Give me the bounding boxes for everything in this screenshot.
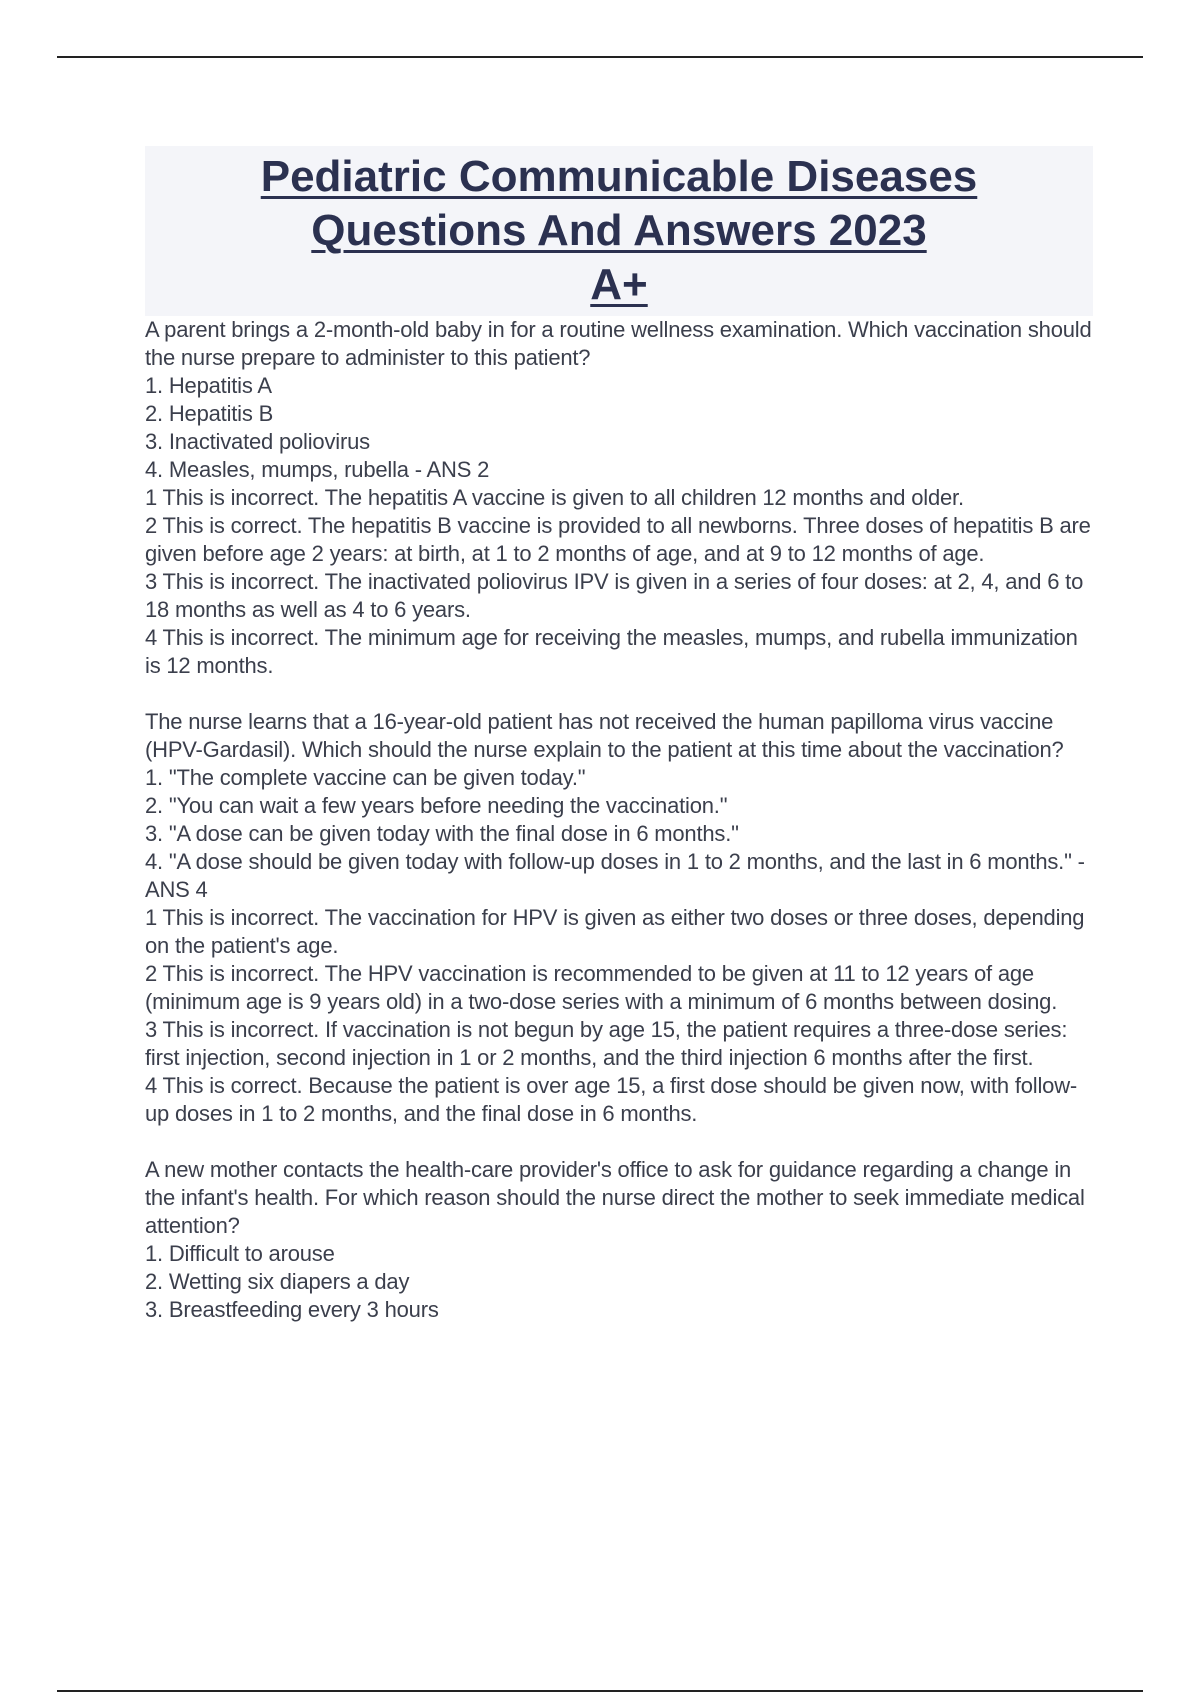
question-block-1: [145, 316, 1093, 680]
question-block-2: [145, 708, 1093, 1128]
answer-option: 1. "The complete vaccine can be given today.": [145, 765, 586, 790]
rationale: 2 This is correct. The hepatitis B vaccine is provided to all newborns. Three doses of hepatitis B are given before age 2 years: at birth, at 1 to 2 months of age, and at 9 to 12 months of age.: [145, 513, 1091, 566]
answer-option: 2. Hepatitis B: [145, 401, 274, 426]
rationale: 4 This is correct. Because the patient is over age 15, a first dose should be given now, with follow-up doses in 1 to 2 months, and the final dose in 6 months.: [145, 1073, 1078, 1126]
answer-option: 4. Measles, mumps, rubella - ANS 2: [145, 457, 490, 482]
question-block-3: [145, 1156, 1093, 1324]
rationale: 3 This is incorrect. The inactivated poliovirus IPV is given in a series of four doses: at 2, 4, and 6 to 18 months as well as 4 to 6 years.: [145, 569, 1084, 622]
document-page: [145, 146, 1093, 1352]
rationale: 4 This is incorrect. The minimum age for receiving the measles, mumps, and rubella immunization is 12 months.: [145, 625, 1078, 678]
title-line-1: Pediatric Communicable Diseases: [260, 152, 978, 201]
answer-option: 3. Inactivated poliovirus: [145, 429, 370, 454]
answer-option: 3. "A dose can be given today with the final dose in 6 months.": [145, 821, 739, 846]
rationale: 2 This is incorrect. The HPV vaccination is recommended to be given at 11 to 12 years of age (minimum age is 9 years old) in a two-dose series with a minimum of 6 months between dosing.: [145, 961, 1058, 1014]
document-body: [145, 316, 1093, 1324]
question-stem: A parent brings a 2-month-old baby in for a routine wellness examination. Which vaccination should the nurse prepare to administer to this patient?: [145, 317, 1092, 370]
answer-option: 4. "A dose should be given today with follow-up doses in 1 to 2 months, and the last in 6 months." - ANS 4: [145, 849, 1085, 902]
answer-option: 2. Wetting six diapers a day: [145, 1269, 410, 1294]
answer-option: 3. Breastfeeding every 3 hours: [145, 1297, 439, 1322]
rationale: 3 This is incorrect. If vaccination is not begun by age 15, the patient requires a three-dose series: first injection, second injection in 1 or 2 months, and the third injection 6 months after the first.: [145, 1017, 1068, 1070]
document-title: [145, 146, 1093, 316]
answer-option: 1. Difficult to arouse: [145, 1241, 335, 1266]
top-rule: [57, 56, 1143, 58]
rationale: 1 This is incorrect. The hepatitis A vaccine is given to all children 12 months and older.: [145, 485, 964, 510]
question-stem: A new mother contacts the health-care provider's office to ask for guidance regarding a change in the infant's health. For which reason should the nurse direct the mother to seek immediate medical attention?: [145, 1157, 1085, 1238]
bottom-rule: [57, 1690, 1143, 1692]
title-line-2: Questions And Answers 2023: [311, 206, 927, 255]
answer-option: 1. Hepatitis A: [145, 373, 272, 398]
title-line-3: A+: [590, 260, 648, 309]
answer-option: 2. "You can wait a few years before needing the vaccination.": [145, 793, 728, 818]
question-stem: The nurse learns that a 16-year-old patient has not received the human papilloma virus vaccine (HPV-Gardasil). Which should the nurse explain to the patient at this time about the vaccination?: [145, 709, 1064, 762]
rationale: 1 This is incorrect. The vaccination for HPV is given as either two doses or three doses, depending on the patient's age.: [145, 905, 1085, 958]
